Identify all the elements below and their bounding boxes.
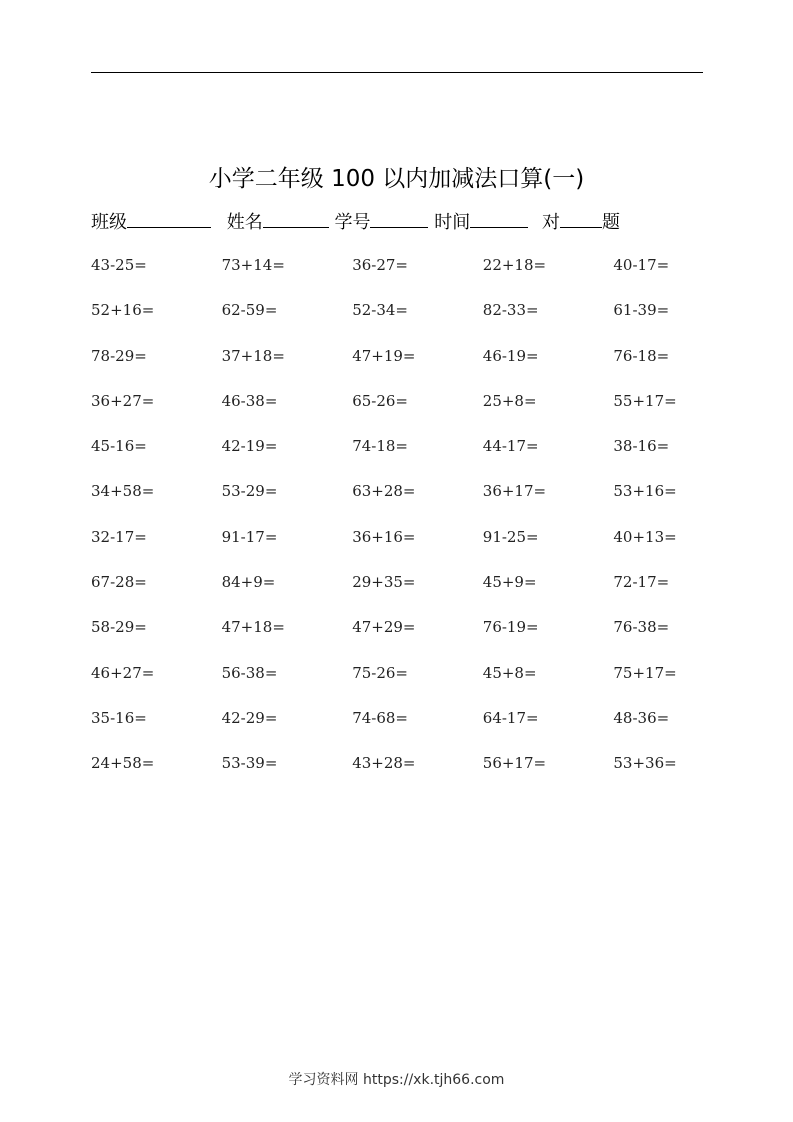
arithmetic-problem: 82-33= [482, 301, 539, 320]
arithmetic-problem: 35-16= [91, 708, 147, 727]
class-field [91, 207, 211, 237]
correct-count-field [542, 207, 620, 237]
arithmetic-problem: 45+8= [482, 663, 537, 682]
problem-row [91, 614, 711, 659]
footer-watermark: 学习资料网 https://xk.tjh66.com [288, 1072, 505, 1088]
arithmetic-problem: 36+16= [352, 527, 416, 546]
worksheet-title: 小学二年级 100 以内加减法口算(一) [208, 166, 585, 192]
arithmetic-problem: 37+18= [221, 346, 285, 365]
arithmetic-problem: 43+28= [352, 754, 416, 773]
problem-row [91, 569, 711, 614]
class-blank [127, 207, 211, 228]
arithmetic-problem: 47+18= [221, 618, 285, 637]
arithmetic-problem: 36+17= [482, 482, 547, 501]
arithmetic-problem: 91-17= [221, 527, 278, 546]
correct-blank [560, 207, 602, 228]
arithmetic-problem: 73+14= [221, 256, 285, 274]
arithmetic-problem: 78-29= [91, 346, 147, 365]
problem-row [91, 750, 711, 795]
arithmetic-problem: 32-17= [91, 527, 147, 546]
arithmetic-problem: 74-68= [352, 708, 408, 727]
arithmetic-problem: 75-26= [352, 663, 408, 682]
arithmetic-problem: 62-59= [221, 301, 278, 320]
arithmetic-problem: 53+36= [613, 754, 677, 773]
arithmetic-problem: 29+35= [352, 573, 416, 592]
arithmetic-problem: 53-29= [221, 482, 278, 501]
arithmetic-problem: 40-17= [613, 256, 670, 274]
arithmetic-problem: 84+9= [221, 573, 276, 592]
problem-row [91, 388, 711, 433]
arithmetic-problem: 56-38= [221, 663, 278, 682]
arithmetic-problem: 44-17= [482, 437, 539, 456]
student-info-line [91, 207, 620, 237]
student-number-label: 学号 [334, 212, 371, 233]
questions-label: 题 [601, 212, 620, 233]
class-label: 班级 [91, 212, 127, 233]
arithmetic-problem: 47+29= [352, 618, 416, 637]
arithmetic-problem: 53-39= [221, 754, 278, 773]
time-field [434, 207, 528, 237]
arithmetic-problem: 43-25= [91, 256, 147, 274]
name-label: 姓名 [226, 212, 263, 233]
arithmetic-problem: 67-28= [91, 573, 147, 592]
arithmetic-problem: 76-18= [613, 346, 670, 365]
arithmetic-problem: 42-29= [221, 708, 278, 727]
arithmetic-problem: 64-17= [482, 708, 539, 727]
arithmetic-problem: 55+17= [613, 391, 677, 410]
problem-row [91, 660, 711, 705]
problem-row [91, 524, 711, 569]
arithmetic-problem: 45+9= [482, 573, 537, 592]
arithmetic-problem: 47+19= [352, 346, 416, 365]
problem-row [91, 705, 711, 750]
top-rule [91, 72, 703, 73]
arithmetic-problem: 53+16= [613, 482, 677, 501]
arithmetic-problem: 25+8= [482, 391, 537, 410]
arithmetic-problem: 46-19= [482, 346, 539, 365]
time-label: 时间 [434, 212, 471, 233]
problem-row [91, 297, 711, 342]
arithmetic-problem: 52-34= [352, 301, 408, 320]
problem-row [91, 343, 711, 388]
arithmetic-problem: 74-18= [352, 437, 408, 456]
arithmetic-problem: 38-16= [613, 437, 670, 456]
arithmetic-problem: 76-19= [482, 618, 539, 637]
arithmetic-problem: 48-36= [613, 708, 670, 727]
student-number-field [334, 207, 428, 237]
arithmetic-problem: 36-27= [352, 256, 408, 274]
arithmetic-problem: 72-17= [613, 573, 670, 592]
arithmetic-problem: 36+27= [91, 391, 155, 410]
arithmetic-problem: 45-16= [91, 437, 147, 456]
arithmetic-problem: 46-38= [221, 391, 278, 410]
arithmetic-problem: 61-39= [613, 301, 670, 320]
correct-label: 对 [541, 212, 560, 233]
arithmetic-problem: 34+58= [91, 482, 155, 501]
problem-row [91, 433, 711, 478]
name-field [227, 207, 329, 237]
arithmetic-problem: 46+27= [91, 663, 155, 682]
arithmetic-problem: 65-26= [352, 391, 408, 410]
arithmetic-problem: 24+58= [91, 754, 155, 773]
arithmetic-problem: 52+16= [91, 301, 155, 320]
arithmetic-problem: 63+28= [352, 482, 416, 501]
problem-row [91, 252, 711, 297]
problem-row [91, 478, 711, 523]
arithmetic-problem: 40+13= [613, 527, 677, 546]
arithmetic-problem: 76-38= [613, 618, 670, 637]
arithmetic-problem: 91-25= [482, 527, 539, 546]
time-blank [470, 207, 528, 228]
arithmetic-problem: 75+17= [613, 663, 677, 682]
arithmetic-problem: 56+17= [482, 754, 547, 773]
problem-grid [91, 252, 711, 796]
student-number-blank [370, 207, 428, 228]
arithmetic-problem: 42-19= [221, 437, 278, 456]
arithmetic-problem: 22+18= [482, 256, 547, 274]
arithmetic-problem: 58-29= [91, 618, 147, 637]
name-blank [263, 207, 329, 228]
